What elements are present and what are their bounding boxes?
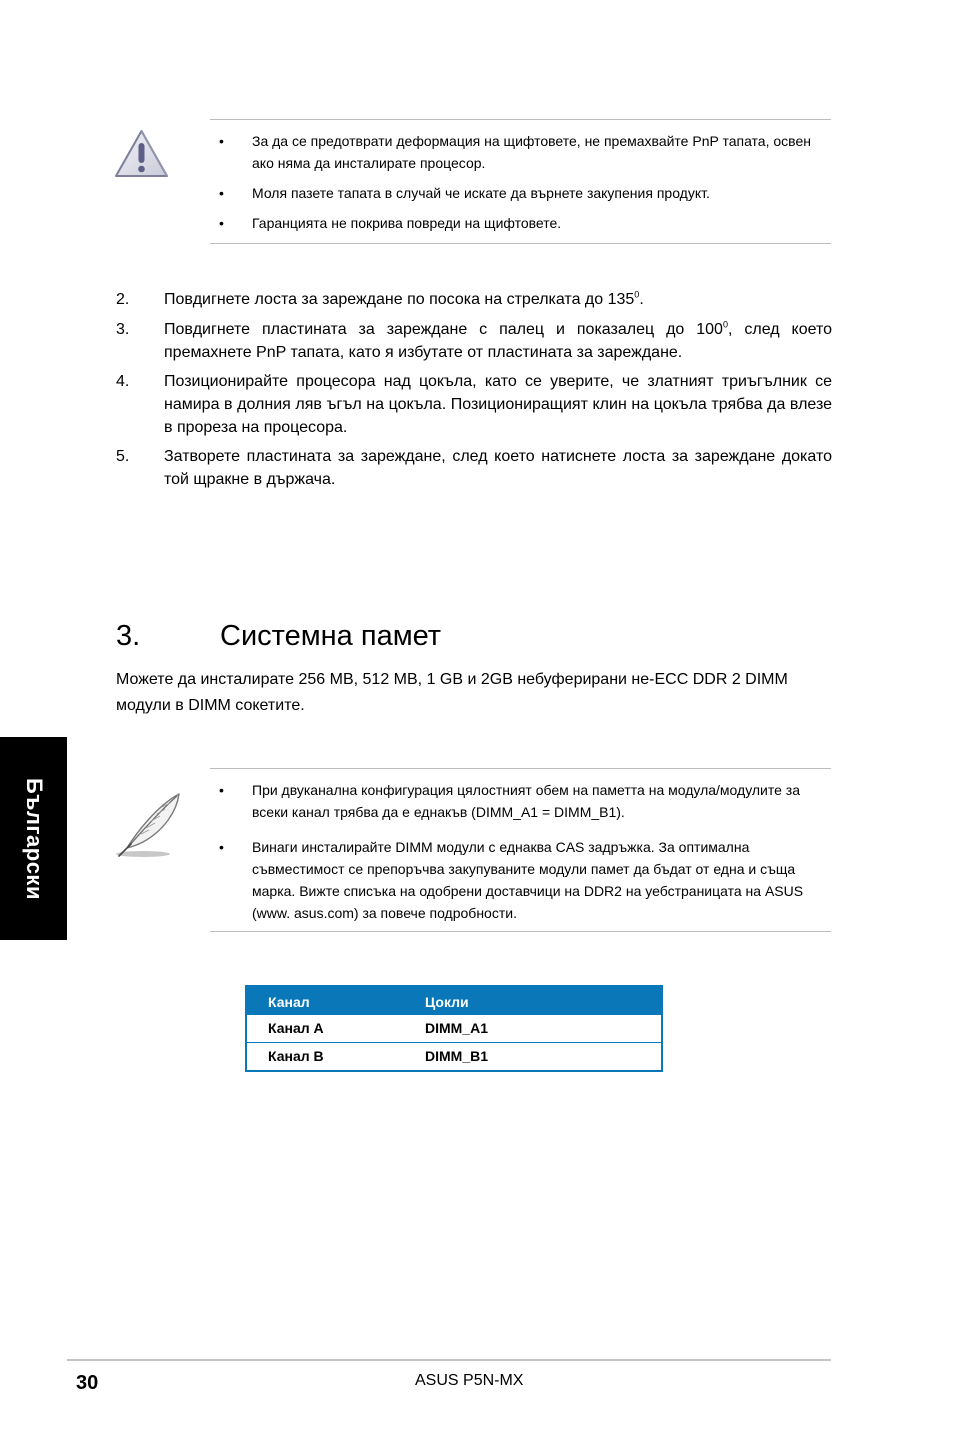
footer-product-name: ASUS P5N-MX	[415, 1372, 524, 1389]
dimm-channel-table	[245, 985, 663, 1072]
caution-notice: • За да се предотврати деформация на щифтовете, не премахвайте PnP тапата, освен ако няма да инсталирате процесор. • Моля пазете тапата в случай че искате да върнете закупения продукт. • Гаранцията не покрива повреди на щифтовете.	[210, 119, 831, 244]
note-icon	[113, 790, 183, 860]
section-heading	[116, 614, 616, 658]
table-row: Канал A DIMM_A1	[247, 1015, 661, 1043]
section-title: Системна памет	[220, 620, 442, 652]
section-intro: Можете да инсталирате 256 MB, 512 MB, 1 GB и 2GB небуферирани не-ECC DDR 2 DIMM модули в DIMM сокетите.	[116, 671, 788, 714]
page-number: 30	[76, 1372, 99, 1394]
table-row: Канал B DIMM_B1	[268, 1048, 489, 1064]
language-label: Български	[21, 777, 47, 900]
language-tab	[0, 737, 67, 940]
caution-icon	[113, 128, 170, 180]
note-notice: • При двуканална конфигурация цялостният обем на паметта на модула/модулите за всеки канал трябва да е еднакъв (DIMM_A1 = DIMM_B1). • Винаги инсталирайте DIMM модули с еднаква CAS задръжка. За оптимална съвместимост се препоръчва закупуваните модули памет да бъдат от една и съща марка. Вижте списъка на одобрени доставчици на DDR2 на уебстраницата на ASUS (www. asus.com) за повече подробности.	[210, 768, 831, 932]
table-header-row: Канал Цокли	[247, 987, 661, 1015]
footer-divider	[67, 1359, 831, 1361]
section-number: 3.	[116, 620, 141, 652]
